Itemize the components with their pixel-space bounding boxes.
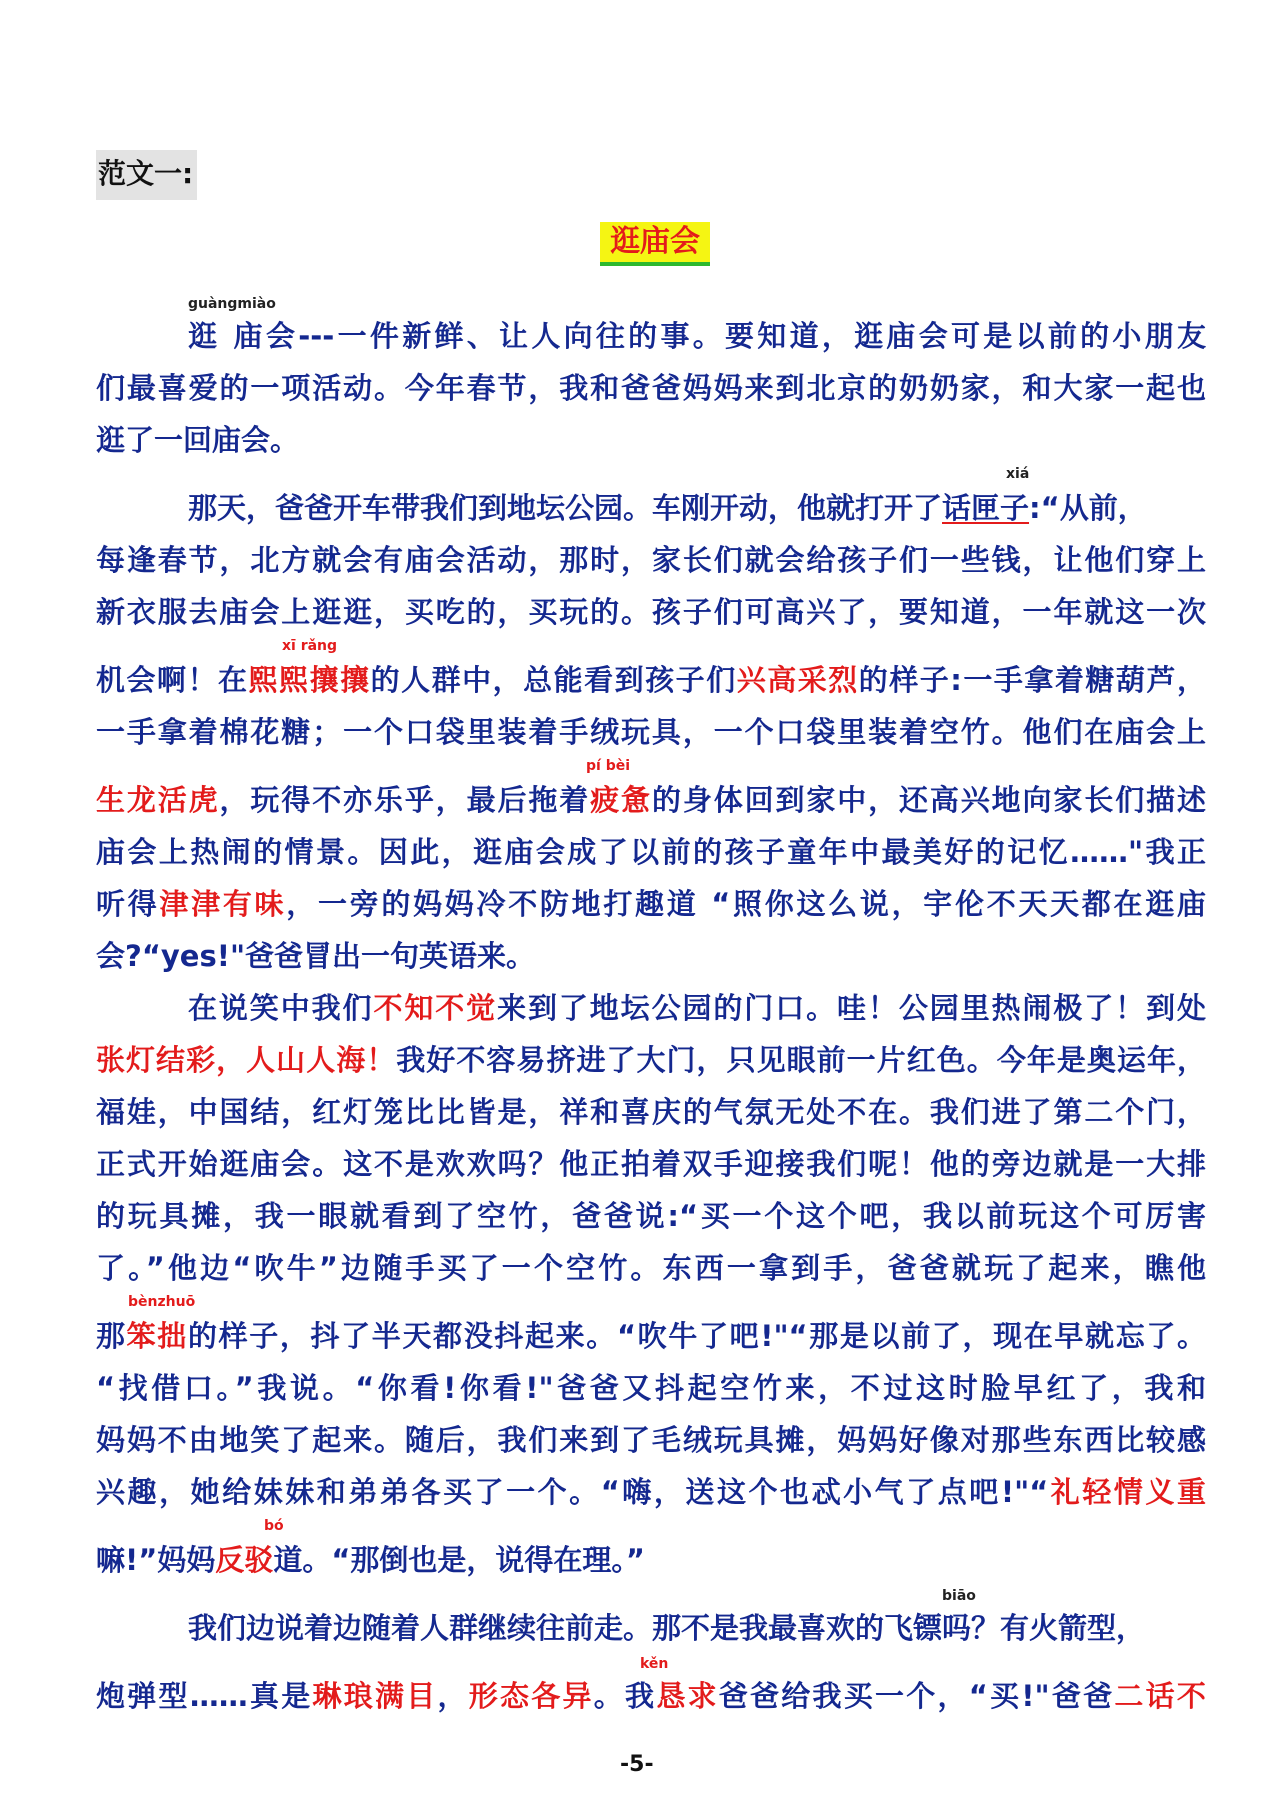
highlight-idiom: 二话不 xyxy=(1114,1679,1206,1713)
text-line: 每逢春节，北方就会有庙会活动，那时，家长们就会给孩子们一些钱，让他们穿上 xyxy=(96,543,1206,577)
text-line: 们最喜爱的一项活动。今年春节，我和爸爸妈妈来到北京的奶奶家，和大家一起也 xyxy=(96,371,1206,405)
highlight-idiom: 张灯结彩，人山人海！ xyxy=(96,1043,397,1077)
text-line: 我们边说着边随着人群继续往前走。那不是我最喜欢的飞镖吗？有火箭型， xyxy=(188,1611,1146,1645)
text-line: 生龙活虎，玩得不亦乐乎，最后拖着疲惫的身体回到家中，还高兴地向家长们描述 xyxy=(96,783,1206,817)
text-line: 一手拿着棉花糖；一个口袋里装着手绒玩具，一个口袋里装着空竹。他们在庙会上 xyxy=(96,715,1206,749)
highlight-idiom: 生龙活虎 xyxy=(96,783,220,817)
text-line: 的玩具摊，我一眼就看到了空竹，爸爸说:“买一个这个吧，我以前玩这个可厉害 xyxy=(96,1199,1206,1233)
highlight-idiom: 兴高采烈 xyxy=(736,663,859,697)
highlight-idiom: 不知不觉 xyxy=(373,991,498,1025)
text-line: 了。”他边“吹牛”边随手买了一个空竹。东西一拿到手，爸爸就玩了起来，瞧他 xyxy=(96,1251,1206,1285)
text-line: 逛 庙会---一件新鲜、让人向往的事。要知道，逛庙会可是以前的小朋友 xyxy=(188,319,1206,353)
text-line: 新衣服去庙会上逛逛，买吃的，买玩的。孩子们可高兴了，要知道，一年就这一次 xyxy=(96,595,1206,629)
highlight-word: 疲惫 xyxy=(590,783,652,817)
text-line: 听得津津有味，一旁的妈妈冷不防地打趣道 “照你这么说，宇伦不天天都在逛庙 xyxy=(96,887,1206,921)
pinyin-xirang: xī rǎng xyxy=(282,638,338,654)
highlight-idiom: 熙熙攘攘 xyxy=(248,663,371,697)
text-line: 逛了一回庙会。 xyxy=(96,423,300,457)
pinyin-biao: biāo xyxy=(942,1588,976,1604)
text-line: 正式开始逛庙会。这不是欢欢吗？他正拍着双手迎接我们呢！他的旁边就是一大排 xyxy=(96,1147,1206,1181)
pinyin-ken: kěn xyxy=(640,1656,669,1672)
text-line: 庙会上热闹的情景。因此，逛庙会成了以前的孩子童年中最美好的记忆……"我正 xyxy=(96,835,1206,869)
pinyin-guangmiao: guàngmiào xyxy=(188,296,276,312)
highlight-idiom: 津津有味 xyxy=(159,887,287,921)
highlight-word: 笨拙 xyxy=(126,1319,188,1353)
highlight-word: 恳求 xyxy=(656,1679,719,1713)
text-line: 妈妈不由地笑了起来。随后，我们来到了毛绒玩具摊，妈妈好像对那些东西比较感 xyxy=(96,1423,1206,1457)
highlight-idiom: 形态各异 xyxy=(468,1679,594,1713)
essay-title: 逛庙会 xyxy=(600,222,710,266)
text-line: 那笨拙的样子，抖了半天都没抖起来。“吹牛了吧!"“那是以前了，现在早就忘了。 xyxy=(96,1319,1206,1353)
section-heading: 范文一: xyxy=(96,150,197,200)
pinyin-bo: bó xyxy=(264,1518,284,1534)
text-line: 会?“yes!"爸爸冒出一句英语来。 xyxy=(96,939,536,973)
page-number: -5- xyxy=(620,1752,654,1777)
text-line: 兴趣，她给妹妹和弟弟各买了一个。“嗨，送这个也忒小气了点吧!"“礼轻情义重 xyxy=(96,1475,1206,1509)
highlight-word: 反驳 xyxy=(215,1543,274,1577)
pinyin-pibei: pí bèi xyxy=(586,758,631,774)
text-line: 机会啊！在熙熙攘攘的人群中，总能看到孩子们兴高采烈的样子:一手拿着糖葫芦， xyxy=(96,663,1206,697)
pinyin-xia: xiá xyxy=(1006,466,1030,482)
text-line: 福娃，中国结，红灯笼比比皆是，祥和喜庆的气氛无处不在。我们进了第二个门， xyxy=(96,1095,1206,1129)
underlined-word: 话匣子 xyxy=(942,491,1030,525)
text-line: 炮弹型……真是琳琅满目，形态各异。我恳求爸爸给我买一个，“买!"爸爸二话不 xyxy=(96,1679,1206,1713)
text-line: 张灯结彩，人山人海！我好不容易挤进了大门，只见眼前一片红色。今年是奥运年， xyxy=(96,1043,1206,1077)
pinyin-benzhuo: bènzhuō xyxy=(128,1294,196,1310)
text-line: 在说笑中我们不知不觉来到了地坛公园的门口。哇！公园里热闹极了！到处 xyxy=(188,991,1206,1025)
text-line: “找借口。”我说。“你看!你看!"爸爸又抖起空竹来，不过这时脸早红了，我和 xyxy=(96,1371,1206,1405)
highlight-idiom: 琳琅满目 xyxy=(312,1679,438,1713)
highlight-idiom: 礼轻情义重 xyxy=(1048,1475,1206,1509)
text-line: 嘛!”妈妈反驳道。“那倒也是，说得在理。” xyxy=(96,1543,645,1577)
text-line: 那天，爸爸开车带我们到地坛公园。车刚开动，他就打开了话匣子:“从前， xyxy=(188,491,1147,525)
